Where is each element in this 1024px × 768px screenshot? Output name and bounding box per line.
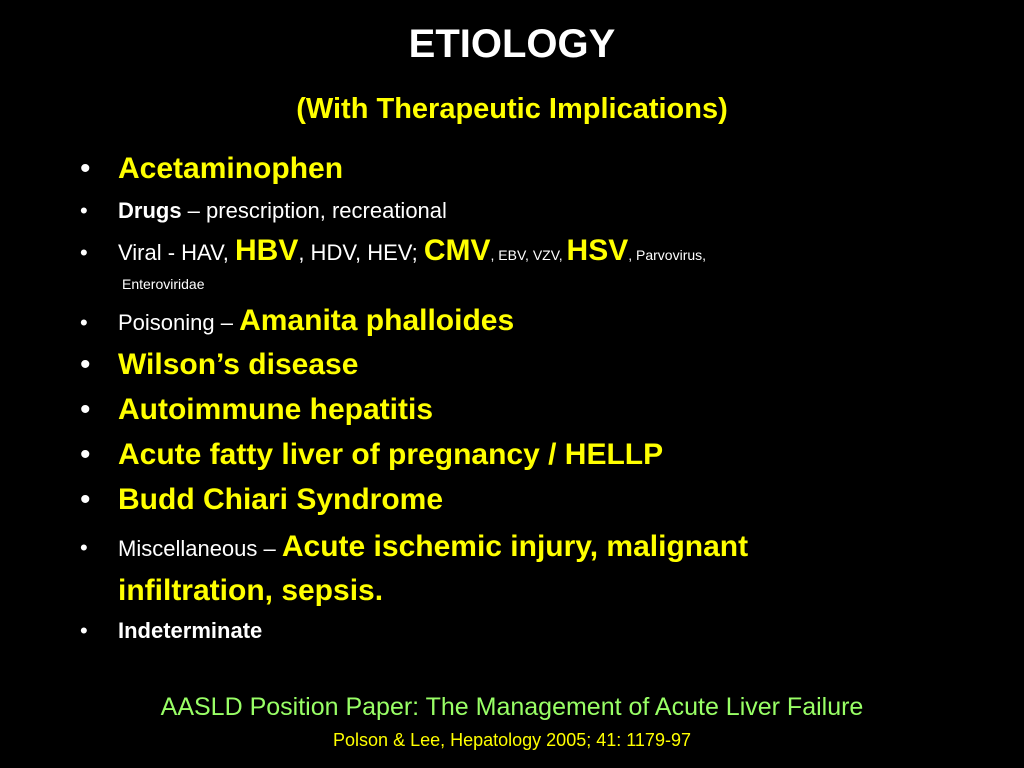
item-budd-chiari: Budd Chiari Syndrome bbox=[118, 483, 444, 516]
bullet-marker: • bbox=[80, 310, 88, 335]
item-poisoning bbox=[118, 304, 514, 338]
item-drugs bbox=[118, 198, 447, 224]
list-item bbox=[80, 304, 980, 340]
list-item bbox=[80, 348, 980, 384]
item-acute-fatty-liver: Acute fatty liver of pregnancy / HELLP bbox=[118, 438, 664, 471]
poisoning-prefix: Poisoning – bbox=[118, 310, 240, 335]
bullet-marker: • bbox=[80, 393, 91, 426]
list-item bbox=[80, 234, 980, 274]
viral-line2: Enteroviridae bbox=[122, 276, 205, 292]
list-item bbox=[80, 483, 980, 519]
item-miscellaneous bbox=[118, 530, 748, 564]
list-item bbox=[80, 618, 980, 648]
item-autoimmune: Autoimmune hepatitis bbox=[118, 393, 434, 426]
reference-line: AASLD Position Paper: The Management of Acute Liver Failure bbox=[160, 693, 864, 721]
misc-prefix: Miscellaneous – bbox=[118, 536, 282, 561]
drugs-label: Drugs bbox=[118, 198, 182, 223]
bullet-marker: • bbox=[80, 438, 91, 471]
item-acetaminophen: Acetaminophen bbox=[118, 152, 344, 185]
list-item bbox=[80, 198, 980, 228]
viral-cmv: CMV bbox=[423, 234, 491, 267]
misc-emph: Acute ischemic injury, malignant bbox=[281, 530, 749, 563]
list-item-continuation bbox=[118, 574, 1018, 610]
list-item bbox=[80, 393, 980, 429]
viral-mid1: , HDV, HEV; bbox=[298, 240, 424, 265]
list-item-continuation bbox=[122, 276, 1022, 296]
item-viral bbox=[118, 234, 706, 268]
citation-line: Polson & Lee, Hepatology 2005; 41: 1179-97 bbox=[333, 730, 691, 750]
list-item bbox=[80, 438, 980, 474]
bullet-marker: • bbox=[80, 198, 88, 223]
viral-hbv: HBV bbox=[234, 234, 299, 267]
list-item bbox=[80, 152, 980, 192]
viral-mid2: , EBV, VZV, bbox=[490, 247, 567, 263]
slide-title: ETIOLOGY bbox=[408, 22, 616, 66]
viral-prefix: Viral - HAV, bbox=[118, 240, 235, 265]
bullet-marker: • bbox=[80, 483, 91, 516]
bullet-marker: • bbox=[80, 152, 91, 185]
drugs-detail: – prescription, recreational bbox=[181, 198, 447, 223]
bullet-marker: • bbox=[80, 240, 88, 265]
item-indeterminate: Indeterminate bbox=[118, 618, 263, 643]
misc-line2: infiltration, sepsis. bbox=[118, 574, 384, 607]
poisoning-agent: Amanita phalloides bbox=[239, 304, 515, 337]
bullet-marker: • bbox=[80, 348, 91, 381]
viral-mid3: , Parvovirus, bbox=[628, 247, 707, 263]
bullet-marker: • bbox=[80, 535, 88, 560]
slide-subtitle: (With Therapeutic Implications) bbox=[296, 93, 728, 125]
bullet-marker: • bbox=[80, 618, 88, 643]
item-wilson: Wilson’s disease bbox=[118, 348, 359, 381]
list-item bbox=[80, 530, 980, 566]
viral-hsv: HSV bbox=[566, 234, 629, 267]
